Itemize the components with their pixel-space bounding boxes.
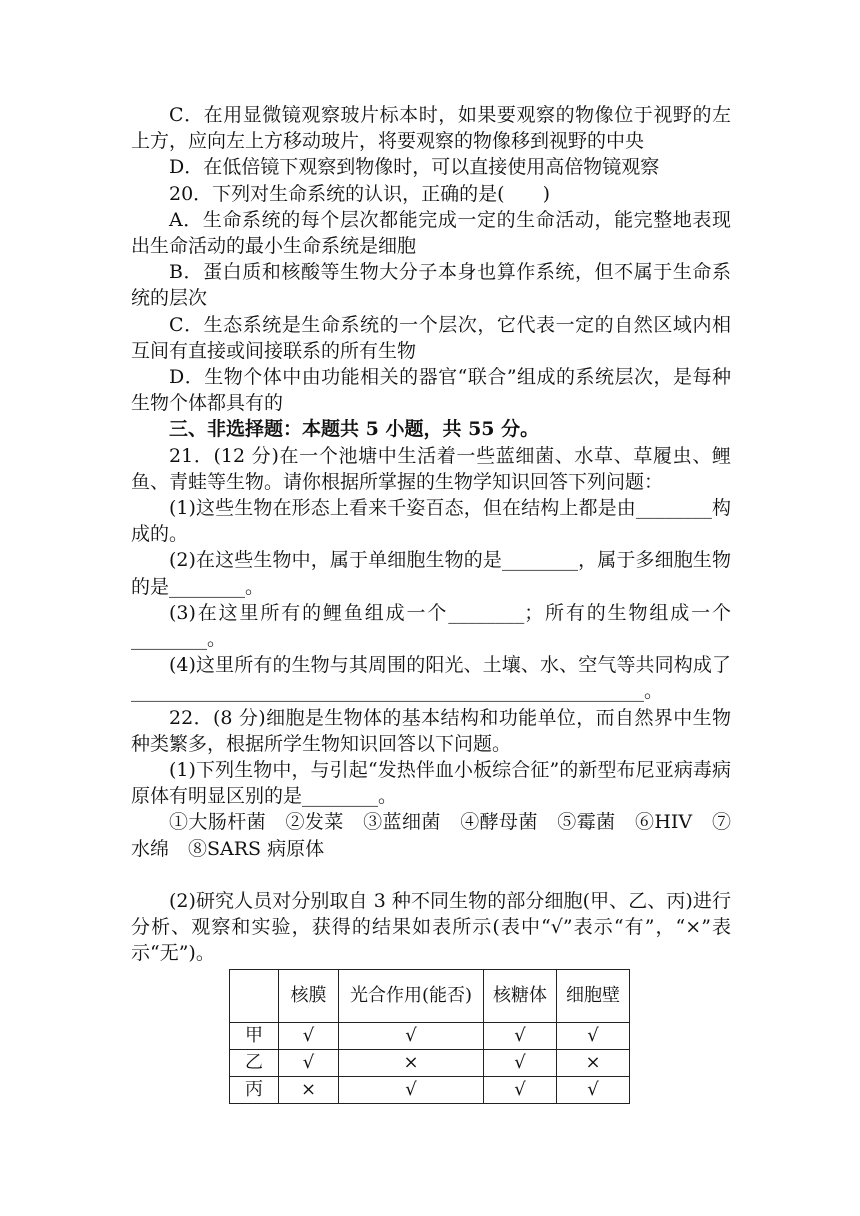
paragraph: ①大肠杆菌 ②发菜 ③蓝细菌 ④酵母菌 ⑤霉菌 ⑥HIV ⑦水绵 ⑧SARS 病原体 — [131, 811, 731, 860]
paragraph: C．生态系统是生命系统的一个层次，它代表一定的自然区域内相互间有直接或间接联系的所有生物 — [131, 313, 731, 362]
table-cell: √ — [557, 1022, 630, 1049]
table-cell: √ — [484, 1022, 557, 1049]
cell-comparison-table — [229, 969, 630, 1104]
paragraph: D．生物个体中由功能相关的器官“联合”组成的系统层次，是每种生物个体都具有的 — [131, 366, 731, 415]
paragraph: (1)下列生物中，与引起“发热伴血小板综合征”的新型布尼亚病毒病原体有明显区别的是________。 — [131, 759, 731, 808]
table-cell: √ — [484, 1076, 557, 1103]
paragraph: A．生命系统的每个层次都能完成一定的生命活动，能完整地表现出生命活动的最小生命系统是细胞 — [131, 208, 731, 258]
table-row — [230, 1022, 630, 1049]
paragraph: 20．下列对生命系统的认识，正确的是( ) — [169, 182, 551, 205]
table-cell: √ — [339, 1022, 484, 1049]
table-cell: √ — [279, 1049, 339, 1076]
paragraph: (4)这里所有的生物与其周围的阳光、土壤、水、空气等共同构成了______________________________________________________。 — [131, 654, 731, 703]
table-cell: 乙 — [230, 1049, 279, 1076]
table-cell: × — [557, 1049, 630, 1076]
paragraph: 21．(12 分)在一个池塘中生活着一些蓝细菌、水草、草履虫、鲤鱼、青蛙等生物。请你根据所掌握的生物学知识回答下列问题： — [131, 444, 731, 493]
table-cell: √ — [279, 1022, 339, 1049]
table-cell: √ — [339, 1076, 484, 1103]
question-22-part-2: (2)研究人员对分别取自 3 种不同生物的部分细胞(甲、乙、丙)进行分析、观察和实验，获得的结果如表所示(表中“√”表示“有”，“×”表示“无”)。 — [131, 889, 731, 965]
table-header-cell: 细胞壁 — [557, 969, 630, 1022]
table-header-cell: 核膜 — [279, 969, 339, 1022]
table-row — [230, 1076, 630, 1103]
table-cell: 甲 — [230, 1022, 279, 1049]
table-cell: 丙 — [230, 1076, 279, 1103]
document-page — [131, 102, 731, 1104]
table-cell: × — [339, 1049, 484, 1076]
table-cell: √ — [557, 1076, 630, 1103]
table-cell: √ — [484, 1049, 557, 1076]
paragraph: (1)这些生物在形态上看来千姿百态，但在结构上都是由________构成的。 — [131, 497, 731, 546]
paragraph-block — [131, 102, 731, 862]
table-header-cell — [230, 969, 279, 1022]
paragraph: (2)在这些生物中，属于单细胞生物的是________，属于多细胞生物的是________。 — [131, 549, 731, 598]
table-cell: × — [279, 1076, 339, 1103]
paragraph: C．在用显微镜观察玻片标本时，如果要观察的物像位于视野的左上方，应向左上方移动玻片，将要观察的物像移到视野的中央 — [131, 104, 731, 153]
paragraph-gap — [131, 862, 731, 888]
table-header-cell: 光合作用(能否) — [339, 969, 484, 1022]
paragraph: D．在低倍镜下观察到物像时，可以直接使用高倍物镜观察 — [169, 156, 660, 179]
table-header-row — [230, 969, 630, 1022]
table-row — [230, 1049, 630, 1076]
paragraph: 22．(8 分)细胞是生物体的基本结构和功能单位，而自然界中生物种类繁多，根据所学生物知识回答以下问题。 — [131, 706, 731, 755]
table-header-cell: 核糖体 — [484, 969, 557, 1022]
paragraph: B．蛋白质和核酸等生物大分子本身也算作系统，但不属于生命系统的层次 — [131, 261, 731, 310]
paragraph: (3)在这里所有的鲤鱼组成一个________；所有的生物组成一个________。 — [131, 601, 731, 651]
section-heading: 三、非选择题：本题共 5 小题，共 55 分。 — [169, 418, 540, 441]
